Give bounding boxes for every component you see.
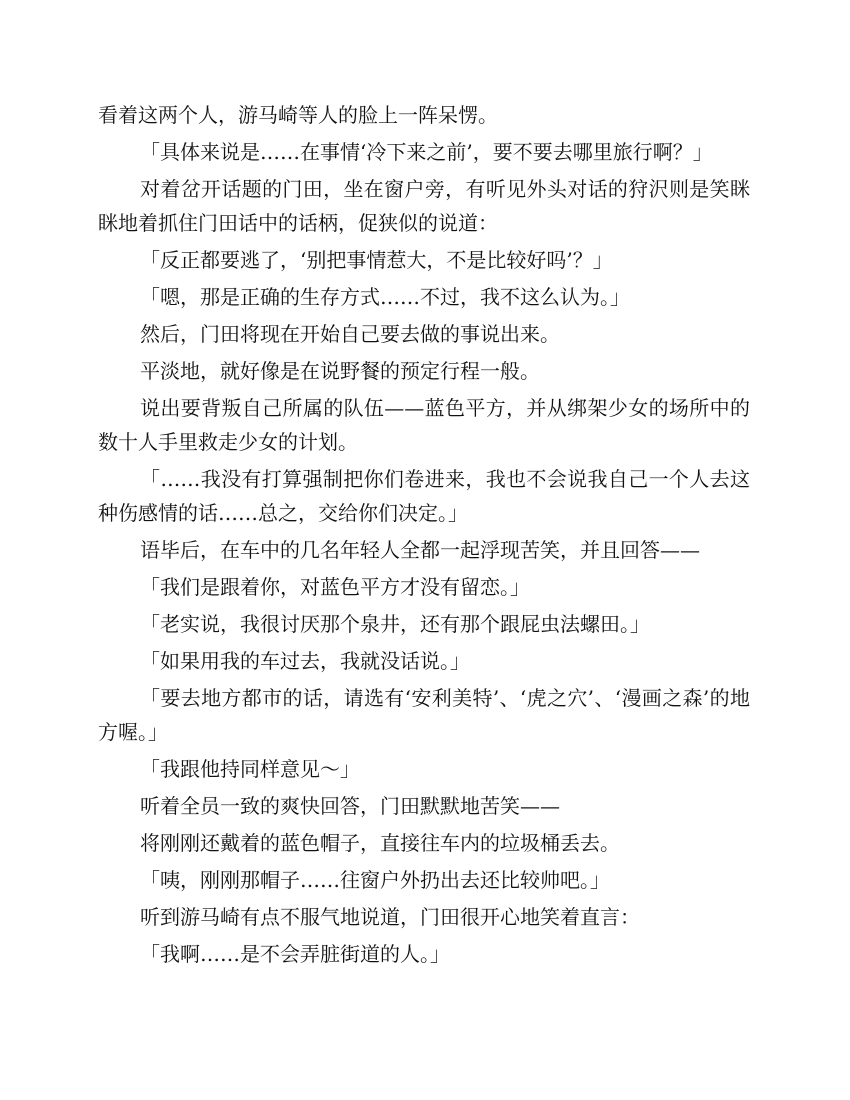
paragraph: 平淡地，就好像是在说野餐的预定行程一般。 <box>140 359 540 383</box>
paragraph: 「具体来说是……在事情‘冷下来之前’，要不要去哪里旅行啊？」 <box>140 140 713 164</box>
paragraph: 对着岔开话题的门田，坐在窗户旁，有听见外头对话的狩沢则是笑眯眯地着抓住门田话中的话柄，促狭似的说道： <box>98 177 750 235</box>
paragraph: 听到游马崎有点不服气地说道，门田很开心地笑着直言： <box>140 905 640 929</box>
paragraph: 「我们是跟着你，对蓝色平方才没有留恋。」 <box>140 575 530 599</box>
paragraph: 「我跟他持同样意见～」 <box>140 757 360 781</box>
paragraph: 将刚刚还戴着的蓝色帽子，直接往车内的垃圾桶丢去。 <box>140 831 620 855</box>
paragraph: 「老实说，我很讨厌那个泉井，还有那个跟屁虫法螺田。」 <box>140 612 650 636</box>
paragraph: 语毕后，在车中的几名年轻人全都一起浮现苦笑，并且回答—— <box>140 538 700 562</box>
paragraph: 看着这两个人，游马崎等人的脸上一阵呆愣。 <box>98 103 498 127</box>
paragraph: 「要去地方都市的话，请选有‘安利美特’、‘虎之穴’、‘漫画之森’的地方喔。」 <box>98 686 750 744</box>
paragraph: 「我啊……是不会弄脏街道的人。」 <box>140 942 450 966</box>
paragraph: 说出要背叛自己所属的队伍——蓝色平方，并从绑架少女的场所中的数十人手里救走少女的计划。 <box>98 396 750 454</box>
paragraph: 听着全员一致的爽快回答，门田默默地苦笑—— <box>140 794 560 818</box>
paragraph: 「……我没有打算强制把你们卷进来，我也不会说我自己一个人去这种伤感情的话……总之，交给你们决定。」 <box>98 467 750 525</box>
paragraph: 「如果用我的车过去，我就没话说。」 <box>140 649 470 673</box>
paragraph: 「反正都要逃了，‘别把事情惹大，不是比较好吗’？」 <box>140 248 613 272</box>
paragraph: 然后，门田将现在开始自己要去做的事说出来。 <box>140 322 560 346</box>
document-page <box>98 98 750 974</box>
paragraph: 「咦，刚刚那帽子……往窗户外扔出去还比较帅吧。」 <box>140 868 610 892</box>
paragraph: 「嗯，那是正确的生存方式……不过，我不这么认为。」 <box>140 285 630 309</box>
